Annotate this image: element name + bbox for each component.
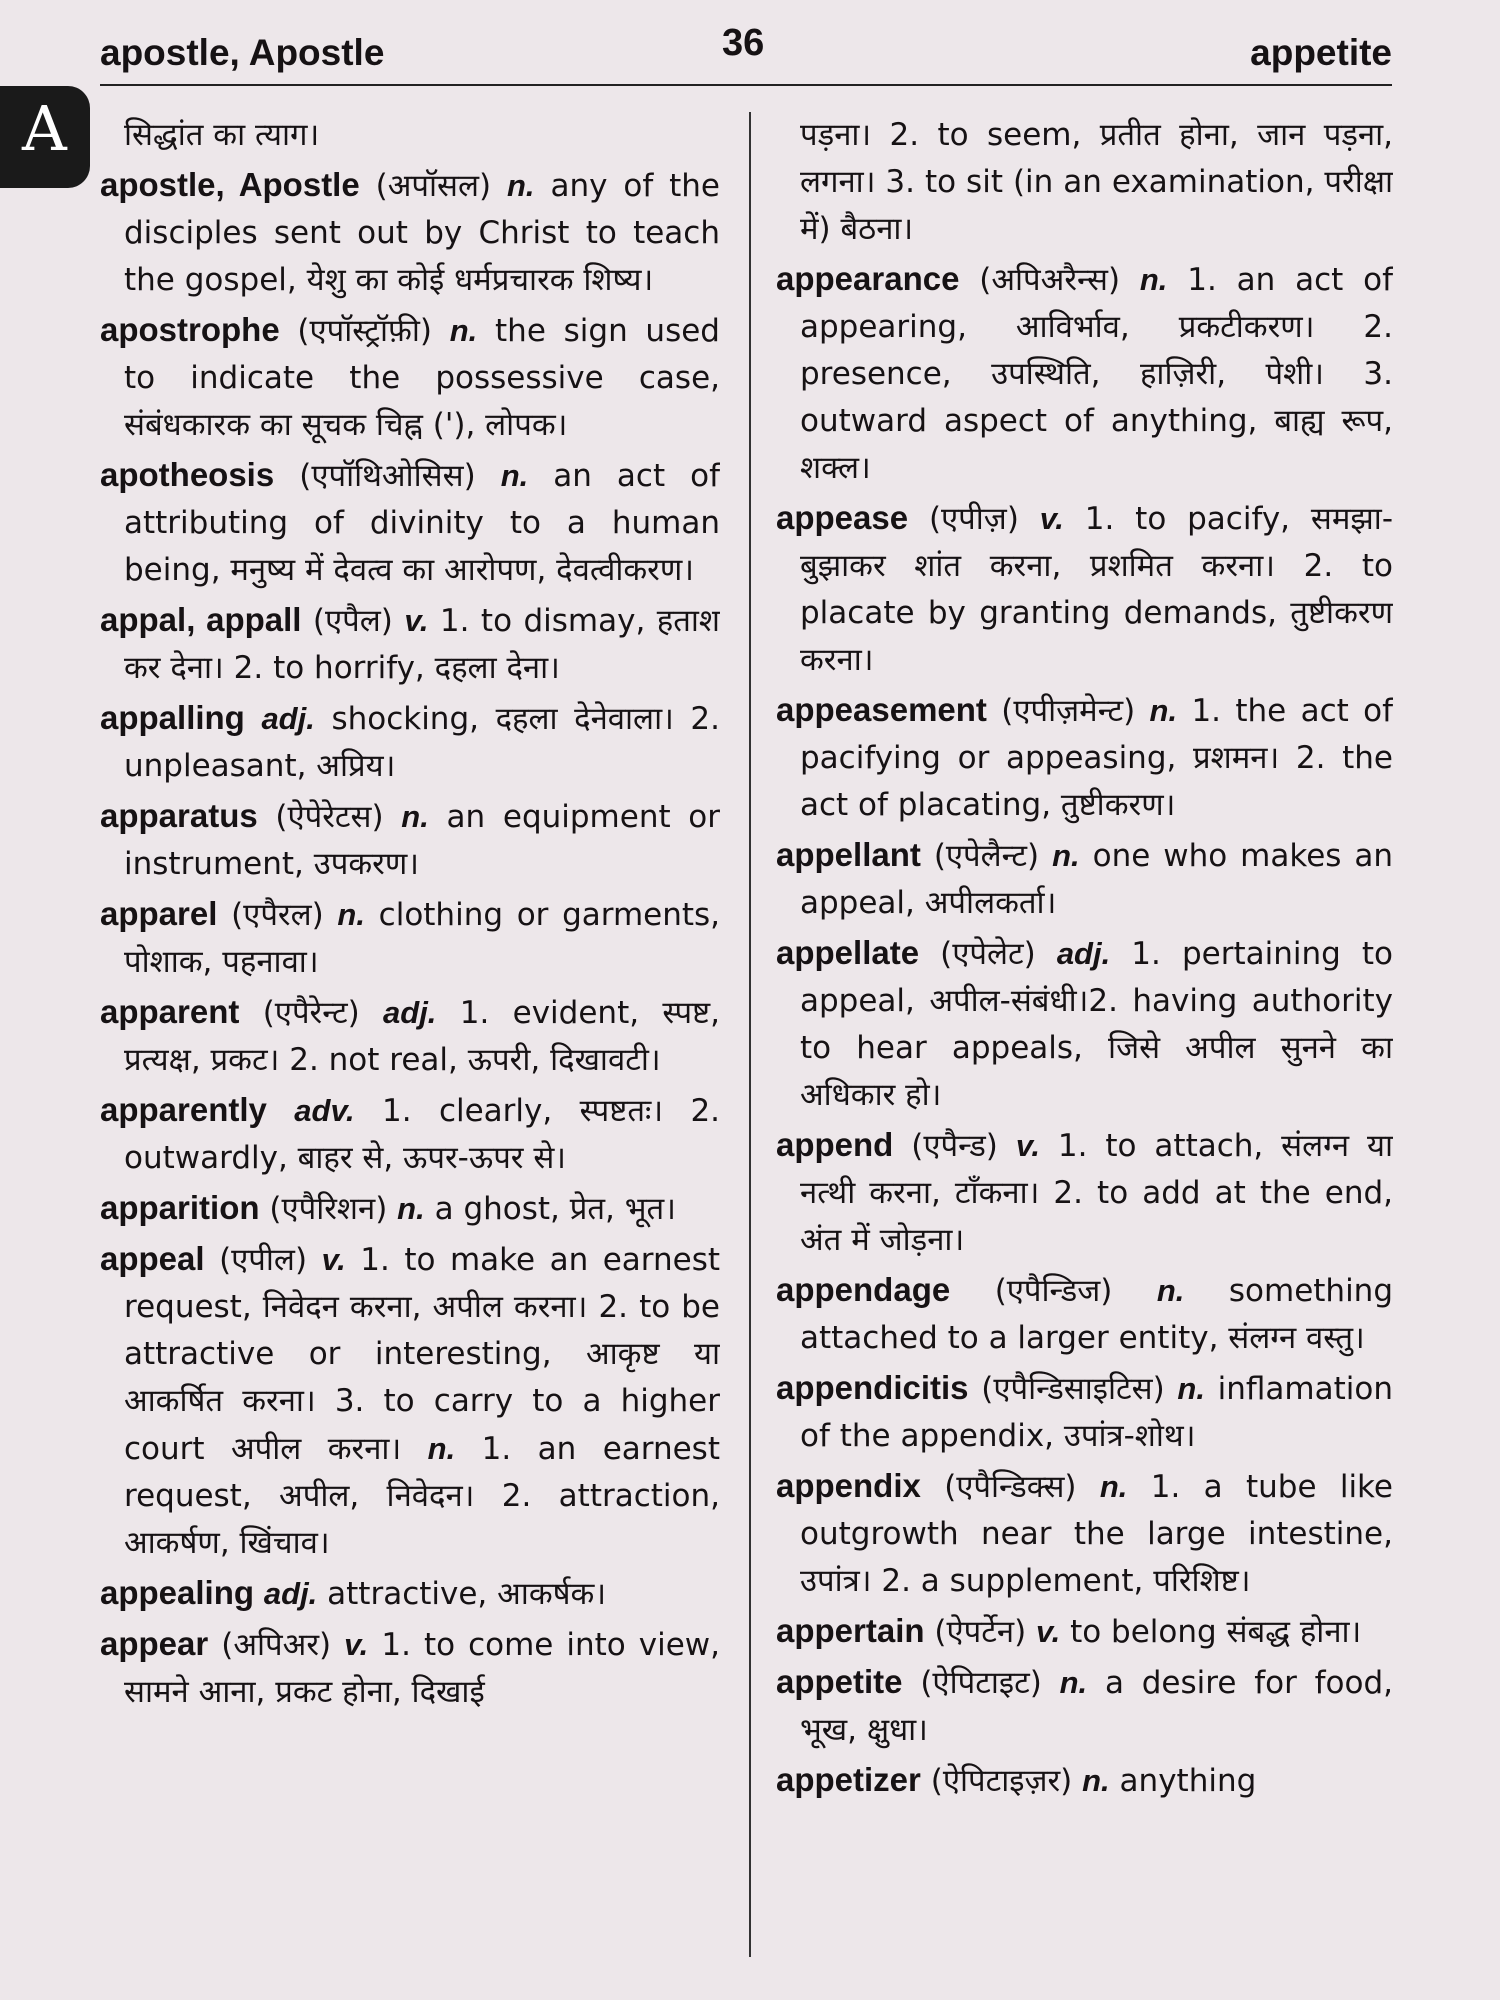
- dictionary-entry: [100, 161, 720, 304]
- column-divider: [749, 112, 751, 1957]
- part-of-speech: adj.: [1056, 936, 1111, 971]
- left-column: [100, 112, 720, 1972]
- entry-continuation: [776, 112, 1393, 253]
- pronunciation: (ऐपर्टेन): [934, 1614, 1027, 1650]
- page-number: 36: [722, 22, 765, 64]
- dictionary-entry: [776, 255, 1393, 492]
- definition: anything: [1119, 1763, 1257, 1799]
- pronunciation: (एपेलेट): [940, 936, 1036, 972]
- headword: appellant: [776, 836, 921, 873]
- definition: shocking, दहला देनेवाला। 2. unpleasant, अप्रिय।: [124, 701, 720, 784]
- pronunciation: (अपिअर): [221, 1627, 332, 1663]
- headword: appalling: [100, 699, 245, 736]
- definition: something attached to a larger entity, संलग्न वस्तु।: [800, 1273, 1393, 1356]
- definition: a ghost, प्रेत, भूत।: [434, 1191, 676, 1227]
- headword: appal, appall: [100, 601, 302, 638]
- dictionary-entry: [776, 1462, 1393, 1605]
- dictionary-entry: [776, 1607, 1393, 1656]
- headword: appertain: [776, 1612, 925, 1649]
- dictionary-entry: [100, 890, 720, 986]
- dictionary-entry: [776, 831, 1393, 927]
- definition: an equipment or instrument, उपकरण।: [124, 799, 720, 882]
- header-last-word: appetite: [1250, 32, 1392, 73]
- dictionary-entry: [776, 686, 1393, 829]
- pronunciation: (एपीज़): [928, 501, 1019, 537]
- page-header: [100, 22, 1392, 86]
- definition: 1. to attach, संलग्न या नत्थी करना, टाँकना। 2. to add at the end, अंत में जोड़ना।: [800, 1128, 1393, 1258]
- part-of-speech: n.: [1149, 693, 1178, 728]
- headword: apostle, Apostle: [100, 166, 360, 203]
- dictionary-entry: [776, 494, 1393, 684]
- pronunciation: (ऐपिटाइज़र): [930, 1763, 1073, 1799]
- definition: any of the disciples sent out by Christ to teach the gospel, येशु का कोई धर्मप्रचारक शिष्य।: [124, 168, 720, 298]
- headword: appellate: [776, 934, 920, 971]
- definition: inflamation of the appendix, उपांत्र-शोथ।: [800, 1371, 1393, 1454]
- dictionary-entry: [776, 1364, 1393, 1460]
- dictionary-entry: [100, 1235, 720, 1567]
- definition: the sign used to indicate the possessive case, संबंधकारक का सूचक चिह्न ('), लोपक।: [124, 313, 720, 443]
- dictionary-entry: [100, 596, 720, 692]
- pronunciation: (ऐपेरेटस): [275, 799, 384, 835]
- headword: appetite: [776, 1663, 903, 1700]
- part-of-speech: n.: [1059, 1665, 1088, 1700]
- pronunciation: (एपॉस्ट्रॉफ़ी): [297, 313, 433, 349]
- headword: appease: [776, 499, 909, 536]
- definition: 1. an act of appearing, आविर्भाव, प्रकटीकरण। 2. presence, उपस्थिति, हाज़िरी, पेशी। 3. outward aspect of anything, बाह्य रूप, शक्ल।: [800, 262, 1393, 486]
- dictionary-entry: [776, 1266, 1393, 1362]
- part-of-speech: v.: [1039, 501, 1064, 536]
- header-first-word: apostle, Apostle: [100, 32, 385, 73]
- pronunciation: (एपैल): [312, 603, 393, 639]
- headword: appear: [100, 1625, 209, 1662]
- dictionary-entry: [100, 1086, 720, 1182]
- headword: appendix: [776, 1467, 921, 1504]
- definition: 1. pertaining to appeal, अपील-संबंधी।2. having authority to hear appeals, जिसे अपील सुनने का अधिकार हो।: [800, 936, 1393, 1113]
- tab-letter: A: [22, 92, 67, 165]
- part-of-speech: v.: [1015, 1128, 1040, 1163]
- headword: apostrophe: [100, 311, 280, 348]
- definition: a desire for food, भूख, क्षुधा।: [800, 1665, 1393, 1748]
- headword: apotheosis: [100, 456, 275, 493]
- dictionary-entry: [776, 1121, 1393, 1264]
- pronunciation: (एपैन्डिज): [994, 1273, 1113, 1309]
- definition: 1. to come into view, सामने आना, प्रकट होना, दिखाई: [124, 1627, 720, 1710]
- pronunciation: (एपीज़मेन्ट): [1001, 693, 1136, 729]
- entry-continuation: [100, 112, 720, 159]
- definition: पड़ना। 2. to seem, प्रतीत होना, जान पड़ना, लगना। 3. to sit (in an examination, परीक्षा में) बैठना।: [800, 117, 1393, 247]
- part-of-speech: n.: [337, 897, 365, 932]
- definition: clothing or garments, पोशाक, पहनावा।: [124, 897, 720, 980]
- dictionary-entry: [100, 988, 720, 1084]
- definition: an act of attributing of divinity to a human being, मनुष्य में देवत्व का आरोपण, देवत्वीकरण।: [124, 458, 720, 588]
- part-of-speech: n.: [1177, 1371, 1205, 1406]
- pronunciation: (एपेलैन्ट): [933, 838, 1040, 874]
- dictionary-entry: [100, 1184, 720, 1233]
- pronunciation: (एपैरल): [231, 897, 324, 933]
- dictionary-entry: [100, 1620, 720, 1716]
- dictionary-entry: [100, 694, 720, 790]
- pronunciation: (अपॉसल): [375, 168, 492, 204]
- pronunciation: (एपॉथिओसिस): [299, 458, 476, 494]
- headword: append: [776, 1126, 894, 1163]
- dictionary-entry: [100, 792, 720, 888]
- definition: 1. a tube like outgrowth near the large intestine, उपांत्र। 2. a supplement, परिशिष्ट।: [800, 1469, 1393, 1599]
- part-of-speech: n.: [427, 1431, 456, 1466]
- headword: appearance: [776, 260, 960, 297]
- part-of-speech: n.: [1139, 262, 1168, 297]
- definition: attractive, आकर्षक।: [327, 1576, 607, 1612]
- dictionary-entry: [776, 929, 1393, 1119]
- definition: 1. to pacify, समझा-बुझाकर शांत करना, प्रशमित करना। 2. to placate by granting demands, तुष्टीकरण करना।: [800, 501, 1393, 678]
- pronunciation: (एपैन्ड): [911, 1128, 998, 1164]
- headword: apparatus: [100, 797, 258, 834]
- part-of-speech: n.: [1156, 1273, 1185, 1308]
- part-of-speech: adj.: [383, 995, 437, 1030]
- pronunciation: (अपिअरैन्स): [979, 262, 1121, 298]
- dictionary-entry: [100, 451, 720, 594]
- part-of-speech: adj.: [261, 701, 315, 736]
- definition: सिद्धांत का त्याग।: [124, 117, 320, 153]
- part-of-speech: adj.: [263, 1576, 318, 1611]
- part-of-speech: adv.: [294, 1093, 355, 1128]
- headword: appeasement: [776, 691, 987, 728]
- part-of-speech: n.: [1099, 1469, 1128, 1504]
- pronunciation: (एपैन्डिसाइटिस): [981, 1371, 1165, 1407]
- headword: apparel: [100, 895, 218, 932]
- headword: apparently: [100, 1091, 267, 1128]
- headword: appeal: [100, 1240, 205, 1277]
- part-of-speech: n.: [1052, 838, 1080, 873]
- definition: 1. an earnest request, अपील, निवेदन। 2. attraction, आकर्षण, खिंचाव।: [124, 1431, 720, 1561]
- dictionary-entry: [100, 306, 720, 449]
- part-of-speech: v.: [321, 1242, 346, 1277]
- dictionary-entry: [100, 1569, 720, 1618]
- pronunciation: (एपैरेन्ट): [262, 995, 360, 1031]
- definition: 1. evident, स्पष्ट, प्रत्यक्ष, प्रकट। 2. not real, ऊपरी, दिखावटी।: [124, 995, 720, 1078]
- pronunciation: (एपील): [219, 1242, 308, 1278]
- headword: appetizer: [776, 1761, 921, 1798]
- definition: 1. clearly, स्पष्टतः। 2. outwardly, बाहर से, ऊपर-ऊपर से।: [124, 1093, 720, 1176]
- pronunciation: (ऐपिटाइट): [920, 1665, 1042, 1701]
- headword: appealing: [100, 1574, 255, 1611]
- headword: apparent: [100, 993, 240, 1030]
- definition: 1. the act of pacifying or appeasing, प्रशमन। 2. the act of placating, तुष्टीकरण।: [800, 693, 1393, 823]
- dictionary-entry: [776, 1658, 1393, 1754]
- part-of-speech: n.: [500, 458, 529, 493]
- headword: appendage: [776, 1271, 951, 1308]
- headword: appendicitis: [776, 1369, 969, 1406]
- definition: 1. to dismay, हताश कर देना। 2. to horrify, दहला देना।: [124, 603, 720, 686]
- pronunciation: (एपैन्डिक्स): [944, 1469, 1077, 1505]
- definition: to belong संबद्ध होना।: [1070, 1614, 1362, 1650]
- dictionary-entry: [776, 1756, 1393, 1805]
- pronunciation: (एपैरिशन): [269, 1191, 388, 1227]
- right-column: [776, 112, 1393, 1972]
- definition: one who makes an appeal, अपीलकर्ता।: [800, 838, 1393, 921]
- definition: 1. to make an earnest request, निवेदन करना, अपील करना। 2. to be attractive or interesting, आकृष्ट या आकर्षित करना। 3. to carry to a higher court अपील करना।: [124, 1242, 720, 1467]
- alphabet-tab: [0, 86, 90, 188]
- part-of-speech: v.: [344, 1627, 369, 1662]
- part-of-speech: v.: [404, 603, 429, 638]
- part-of-speech: v.: [1036, 1614, 1061, 1649]
- headword: apparition: [100, 1189, 260, 1226]
- part-of-speech: n.: [397, 1191, 425, 1226]
- part-of-speech: n.: [1082, 1763, 1110, 1798]
- part-of-speech: n.: [449, 313, 478, 348]
- part-of-speech: n.: [507, 168, 535, 203]
- part-of-speech: n.: [401, 799, 429, 834]
